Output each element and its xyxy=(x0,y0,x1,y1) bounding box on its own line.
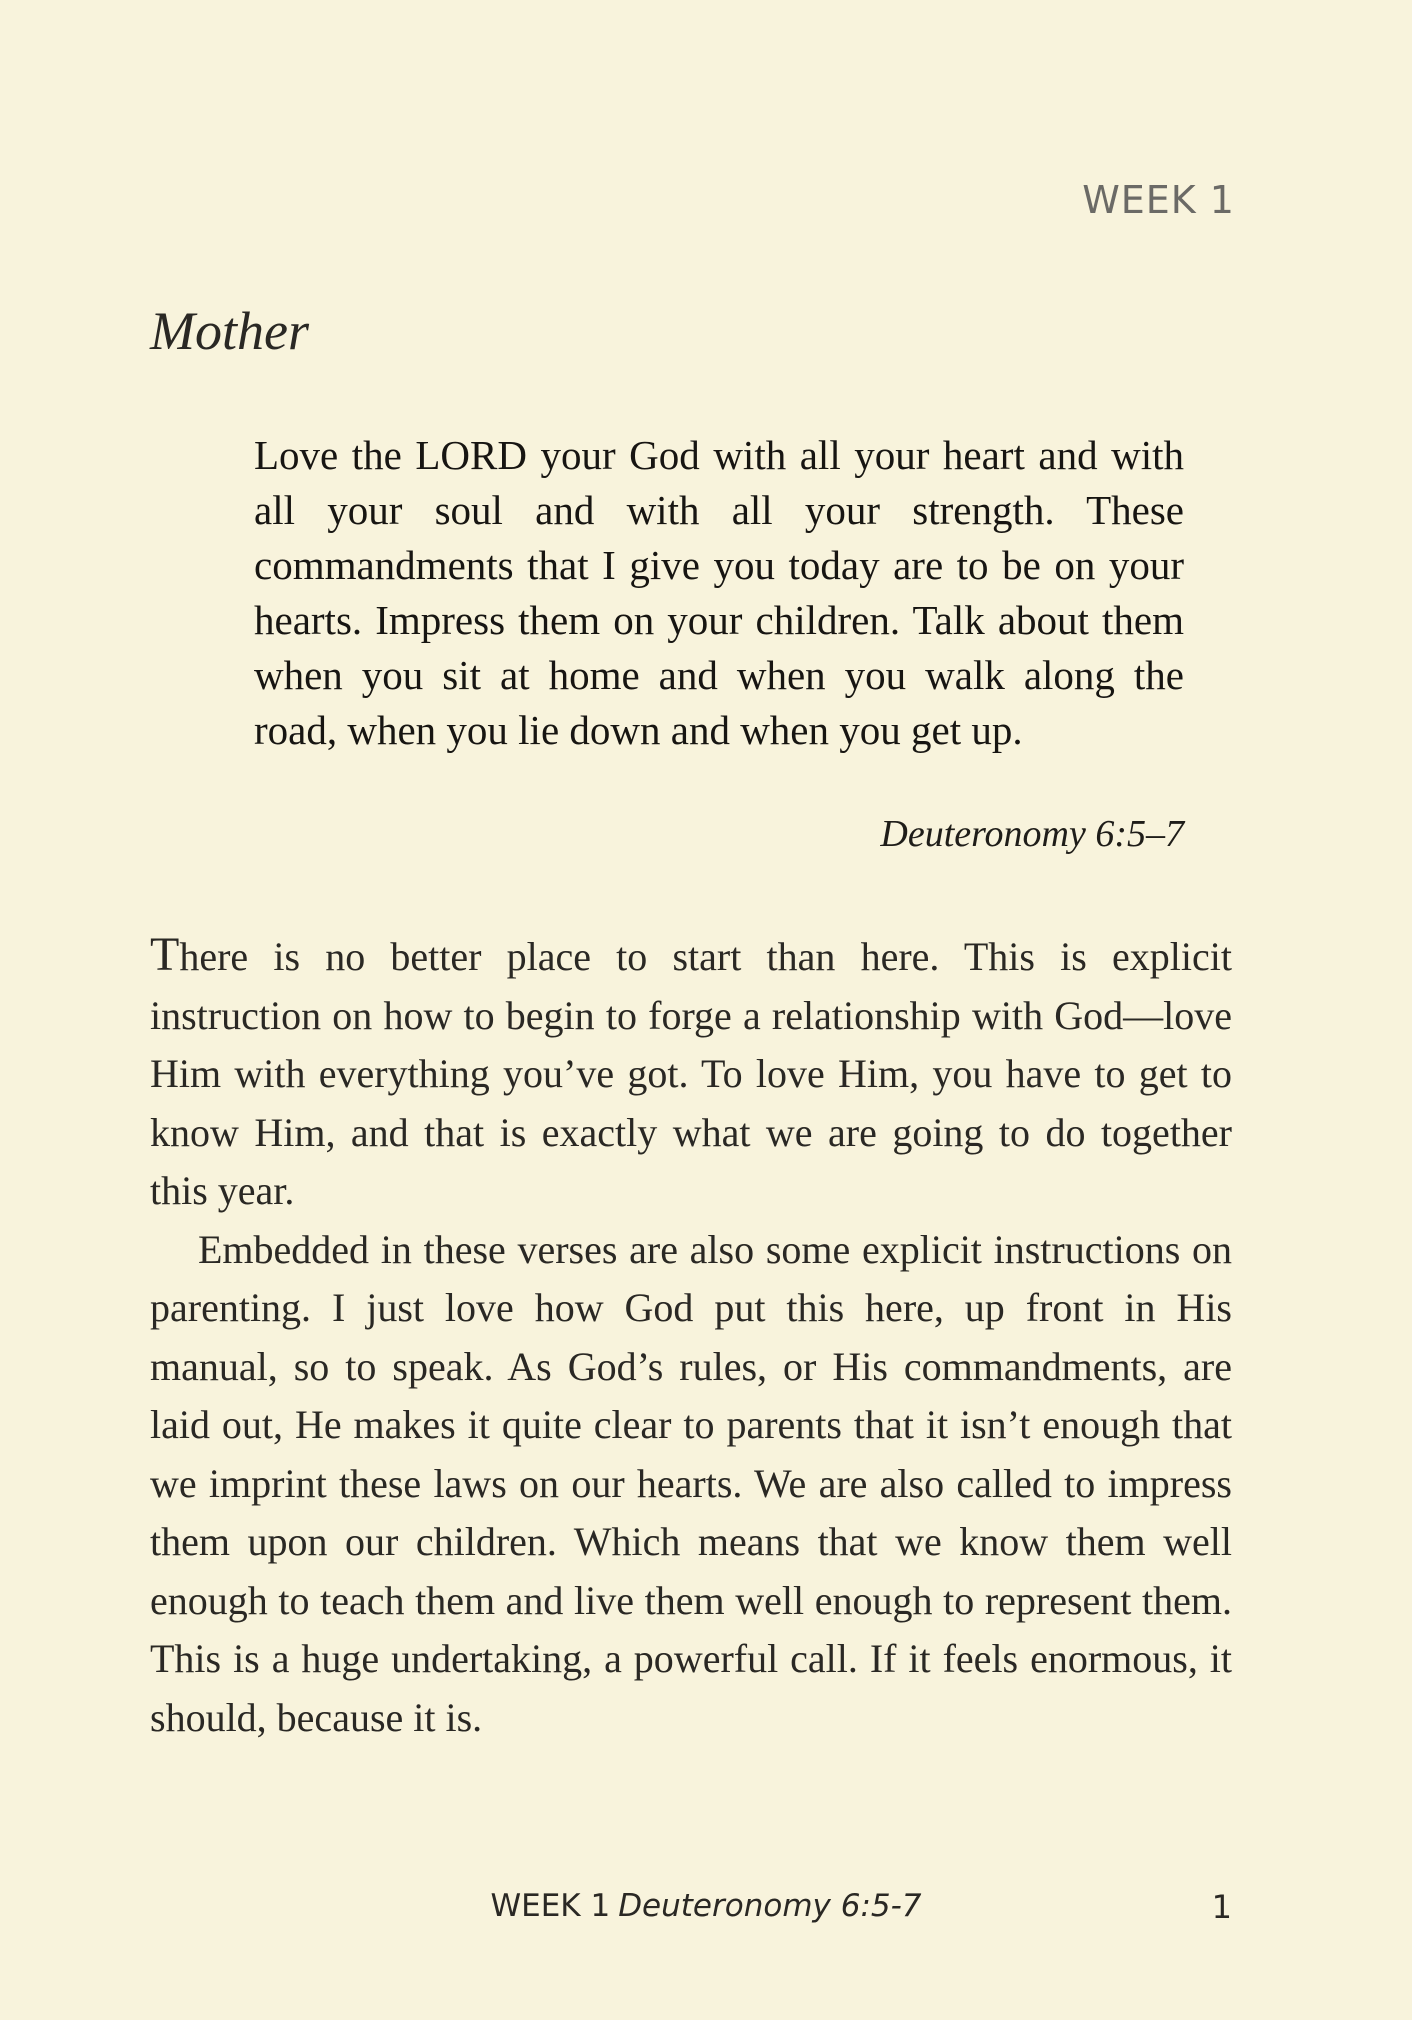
body-text xyxy=(150,926,1232,1747)
paragraph-1-text: here is no better place to start than here. This is explicit instruction on how to begin to forge a relationship with God—love Him with everything you’ve got. To love Him, you have to get to know Him, and that is exactly what we are going to do together this year. xyxy=(150,934,1232,1213)
paragraph-2: Embedded in these verses are also some explicit instructions on parenting. I just love how God put this here, up front in His manual, so to speak. As God’s rules, or His commandments, are laid out, He makes it quite clear to parents that it isn’t enough that we imprint these laws on our hearts. We are also called to impress them upon our children. Which means that we know them well enough to teach them and live them well enough to represent them. This is a huge undertaking, a powerful call. If it feels enormous, it should, because it is. xyxy=(150,1226,1232,1740)
page-number: 1 xyxy=(1211,1888,1232,1926)
footer-week-label: WEEK 1 xyxy=(490,1888,611,1924)
running-footer xyxy=(0,1888,1412,1924)
scripture-quote: Love the LORD your God with all your heart and with all your soul and with all your strength. These commandments that I give you today are to be on your hearts. Impress them on your children. Talk about them when you sit at home and when you walk along the road, when you lie down and when you get up. xyxy=(254,432,1184,753)
paragraph-1-initial: T xyxy=(150,928,180,981)
footer-reference: Deuteronomy 6:5-7 xyxy=(618,1888,922,1924)
week-heading: WEEK 1 xyxy=(1082,178,1235,222)
scripture-reference: Deuteronomy 6:5–7 xyxy=(880,813,1184,855)
page-title: Mother xyxy=(150,301,309,361)
paragraph-1 xyxy=(150,926,1232,1221)
